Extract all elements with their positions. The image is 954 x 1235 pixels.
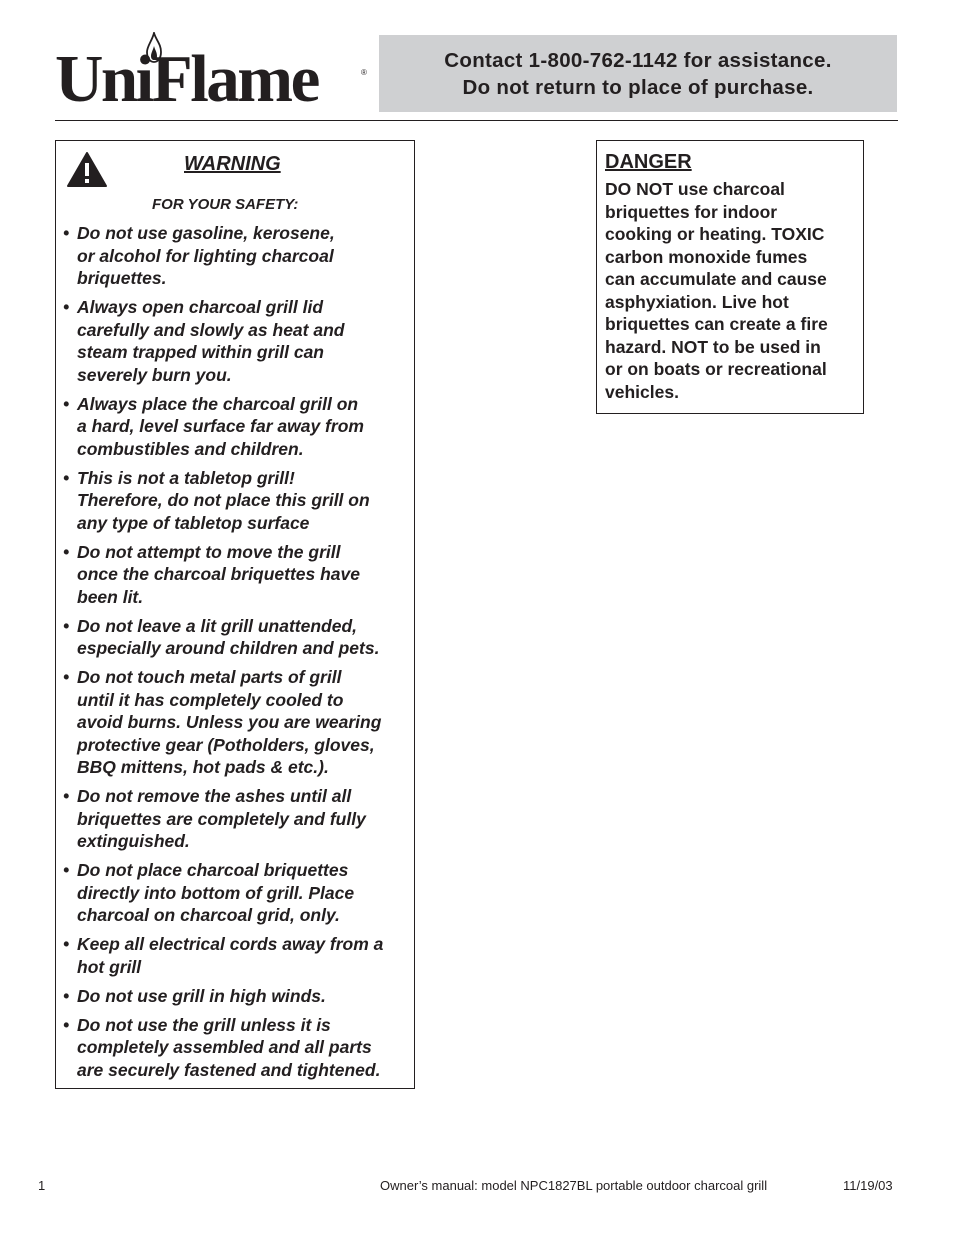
header-divider (55, 120, 898, 121)
manual-title: Owner’s manual: model NPC1827BL portable outdoor charcoal grill (380, 1178, 768, 1193)
brand-name: UniFlame (55, 42, 318, 116)
warning-item: • Keep all electrical cords away from a hot grill (63, 933, 413, 978)
warning-triangle-icon (66, 151, 108, 188)
page-number: 1 (38, 1178, 46, 1193)
danger-box (596, 140, 864, 414)
warning-item: • Do not remove the ashes until all briquettes are completely and fully extinguished. (63, 785, 413, 853)
warning-title: WARNING (184, 153, 281, 175)
warning-item: • Do not attempt to move the grill once the charcoal briquettes have been lit. (63, 541, 413, 609)
warning-item: • Do not place charcoal briquettes directly into bottom of grill. Place charcoal on charcoal grid, only. (63, 859, 413, 927)
warning-item: • Do not touch metal parts of grill until it has completely cooled to avoid burns. Unless you are wearing protective gear (Potholders, gloves, BBQ mittens, hot pads & etc.). (63, 666, 413, 779)
warning-item: • Do not use gasoline, kerosene, or alcohol for lighting charcoal briquettes. (63, 222, 413, 290)
danger-title: DANGER (605, 151, 692, 173)
warning-subtitle: FOR YOUR SAFETY: (152, 196, 299, 213)
warning-item: • Always open charcoal grill lid carefully and slowly as heat and steam trapped within grill can severely burn you. (63, 296, 413, 386)
contact-banner (379, 35, 897, 112)
registered-mark: ® (361, 68, 367, 77)
contact-line-2: Do not return to place of purchase. (462, 75, 814, 99)
warning-item: • Always place the charcoal grill on a hard, level surface far away from combustibles and children. (63, 393, 413, 461)
danger-text: DO NOT use charcoal briquettes for indoor cooking or heating. TOXIC carbon monoxide fumes can accumulate and cause asphyxiation. Live hot briquettes can create a fire hazard. NOT to be used in or on boats or recreational vehicles. (605, 179, 828, 402)
warning-list (63, 222, 413, 1088)
warning-item: • Do not use the grill unless it is completely assembled and all parts are securely fastened and tightened. (63, 1014, 413, 1082)
contact-line-1: Contact 1-800-762-1142 for assistance. (444, 48, 832, 72)
warning-box (55, 140, 415, 1089)
warning-item: • Do not use grill in high winds. (63, 985, 413, 1008)
warning-item: • Do not leave a lit grill unattended, especially around children and pets. (63, 615, 413, 660)
manual-date: 11/19/03 (843, 1178, 893, 1193)
uniflame-logo (55, 32, 370, 116)
warning-item: • This is not a tabletop grill! Therefore, do not place this grill on any type of tabletop surface (63, 467, 413, 535)
